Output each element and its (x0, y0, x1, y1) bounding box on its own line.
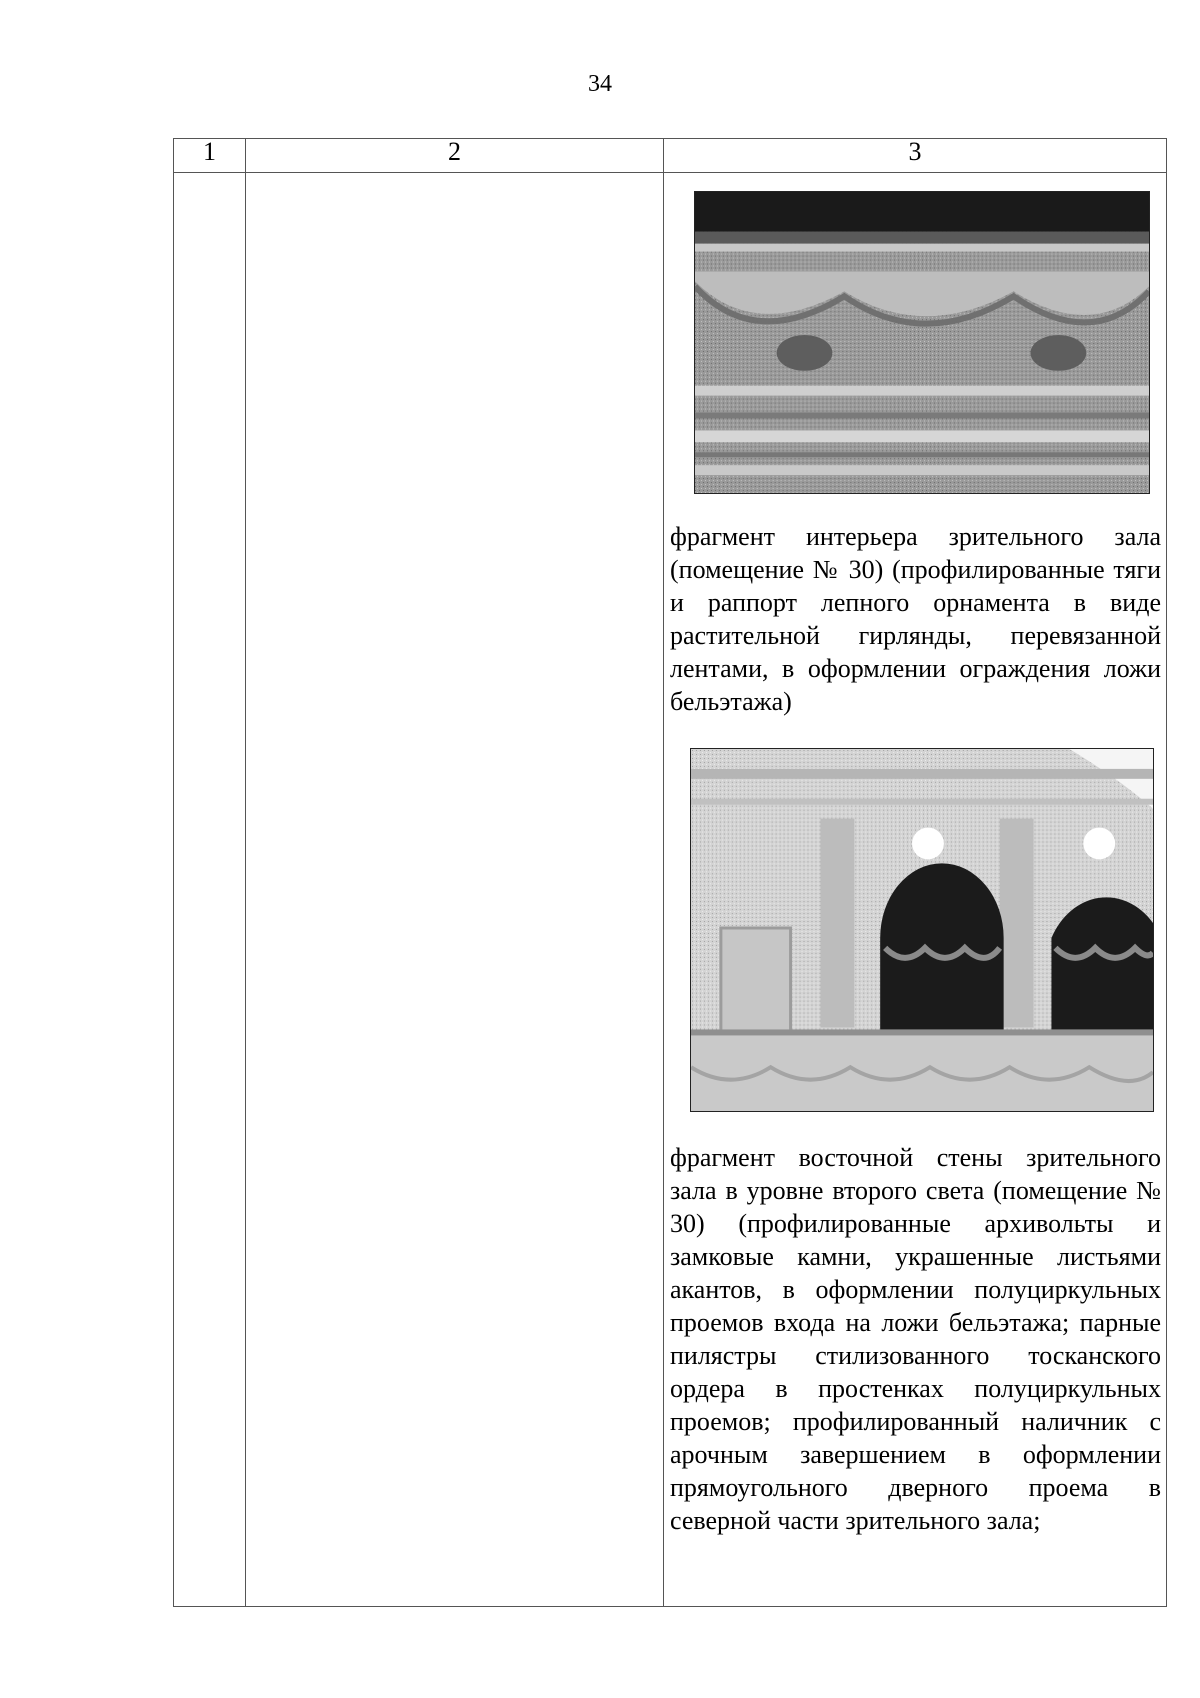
cell-col-3 (664, 173, 1167, 1607)
table-row (174, 173, 1167, 1607)
column-header-1: 1 (174, 139, 246, 173)
ornament-frieze-photo (694, 191, 1150, 494)
photo-block (670, 748, 1161, 1112)
caption-ornament-frieze: фрагмент интерьера зрительного зала (помещение № 30) (профилированные тяги и раппорт лепного орнамента в виде растительной гирлянды, перевязанной лентами, в оформлении ограждения ложи бельэтажа) (670, 522, 1161, 716)
cell-col-1 (174, 173, 246, 1607)
document-table (173, 138, 1167, 1607)
cell-col-2 (246, 173, 664, 1607)
page-number: 34 (588, 71, 612, 97)
caption-east-wall: фрагмент восточной стены зрительного зала в уровне второго света (помещение № 30) (профилированные архивольты и замковые камни, украшенные листьями акантов, в оформлении полуциркульных проемов входа на ложи бельэтажа; парные пилястры стилизованного тосканского ордера в простенках полуциркульных проемов; профилированный наличник с арочным завершением в оформлении прямоугольного дверного проема в северной части зрительного зала; (670, 1143, 1161, 1535)
east-wall-arches-photo (690, 748, 1154, 1112)
column-header-3: 3 (664, 139, 1167, 173)
column-header-2: 2 (246, 139, 664, 173)
table-header-row (174, 139, 1167, 173)
